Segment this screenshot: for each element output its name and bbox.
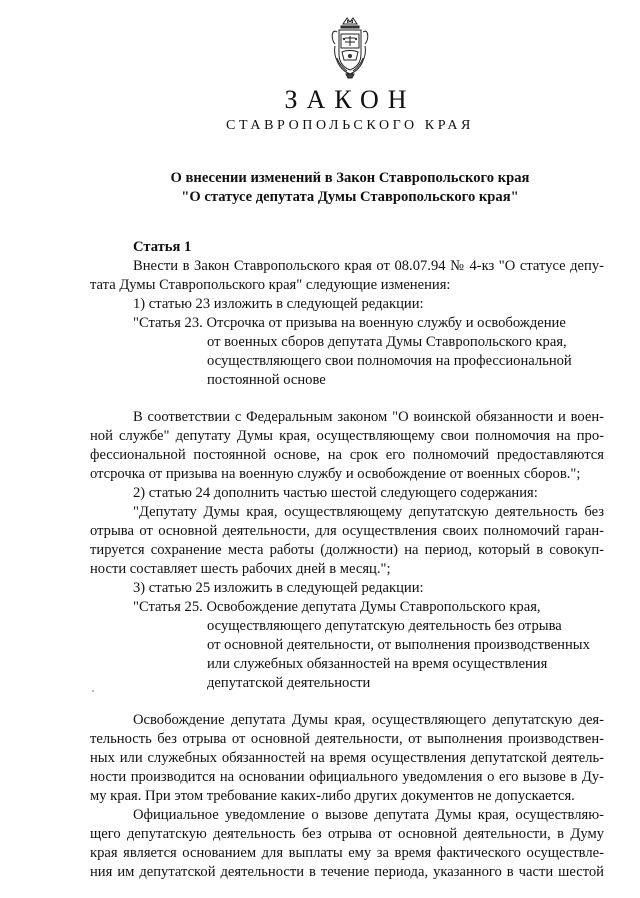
- text-line: края является основанием для выплаты ему за время фактического осуществле-: [90, 845, 604, 861]
- scan-speck: [92, 690, 94, 692]
- text-line: щего депутатскую деятельность без отрыва от основной деятельности, в Думу: [90, 826, 604, 842]
- document-subtitle: СТАВРОПОЛЬСКОГО КРАЯ: [226, 118, 474, 133]
- text-line: "Депутату Думы края, осуществляющему депутатскую деятельность без: [133, 504, 604, 520]
- text-line: отрыва от основной деятельности, для осуществления своих полномочий гаран-: [90, 523, 604, 539]
- text-line: ности составляет шесть рабочих дней в месяц.";: [90, 561, 391, 577]
- text-line: "Статья 23. Отсрочка от призыва на военную службу и освобождение: [133, 315, 566, 331]
- text-line: тельность без отрыва от основной деятельности, от выполнения производствен-: [90, 731, 604, 747]
- text-line: ности производится на основании официального уведомления о его вызове в Ду-: [90, 769, 604, 785]
- text-line: отсрочка от призыва на военную службу и освобождение от военных сборов.";: [90, 466, 581, 482]
- document-title: ЗАКОН: [284, 85, 416, 114]
- text-line: 2) статью 24 дополнить частью шестой следующего содержания:: [133, 485, 538, 501]
- text-line: ной службе" депутату Думы края, осуществляющему свои полномочия на про-: [90, 428, 604, 444]
- text-line: депутатской деятельности: [207, 675, 371, 691]
- text-line: ния им депутатской деятельности в течение периода, указанного в части шестой: [90, 864, 604, 880]
- heading-line-2: "О статусе депутата Думы Ставропольского края": [181, 189, 519, 205]
- text-line: осуществляющего депутатскую деятельность без отрыва: [207, 618, 562, 634]
- text-line: му края. При этом требование каких-либо других документов не допускается.: [90, 788, 575, 804]
- text-line: 3) статью 25 изложить в следующей редакции:: [133, 580, 424, 596]
- text-line: "Статья 25. Освобождение депутата Думы Ставропольского края,: [133, 599, 541, 615]
- stavropol-coat-of-arms-icon: [329, 14, 371, 80]
- text-line: тата Думы Ставропольского края" следующие изменения:: [90, 277, 451, 293]
- text-line: Освобождение депутата Думы края, осуществляющего депутатскую дея-: [133, 712, 604, 728]
- heading-line-1: О внесении изменений в Закон Ставропольского края: [170, 170, 530, 186]
- text-line: фессиональной постоянной основе, на срок его полномочий предоставляются: [90, 447, 604, 463]
- text-line: Официальное уведомление о вызове депутата Думы края, осуществляю-: [133, 807, 604, 823]
- text-line: ных или служебных обязанностей на время осуществления депутатской деятель-: [90, 750, 604, 766]
- text-line: постоянной основе: [207, 372, 326, 388]
- text-line: В соответствии с Федеральным законом "О воинской обязанности и воен-: [133, 409, 604, 425]
- document-heading: [0, 169, 640, 207]
- text-line: или служебных обязанностей на время осуществления: [207, 656, 548, 672]
- text-line: от основной деятельности, от выполнения производственных: [207, 637, 590, 653]
- text-line: Внести в Закон Ставропольского края от 08.07.94 № 4-кз "О статусе депу-: [133, 258, 604, 274]
- article-title: Статья 1: [133, 239, 192, 255]
- text-line: от военных сборов депутата Думы Ставропольского края,: [207, 334, 567, 350]
- text-line: осуществляющего свои полномочия на профессиональной: [207, 353, 572, 369]
- text-line: тируется сохранение места работы (должности) на период, который в совокуп-: [90, 542, 604, 558]
- text-line: 1) статью 23 изложить в следующей редакции:: [133, 296, 424, 312]
